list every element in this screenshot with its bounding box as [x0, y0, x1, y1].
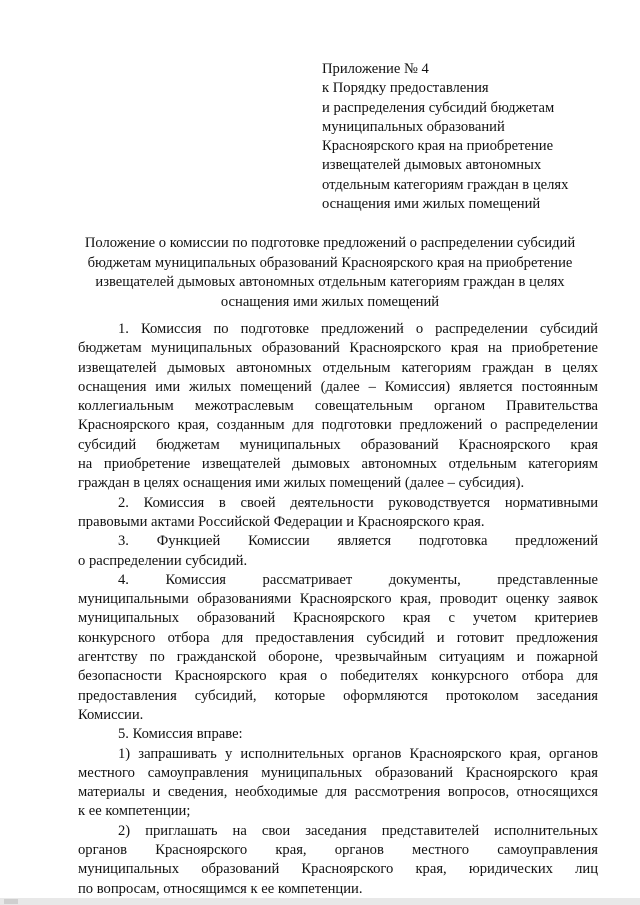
- body-line: субсидий бюджетам муниципальных образований Красноярского края: [78, 436, 598, 453]
- body-line: муниципальных образований Красноярского края, юридических лиц: [78, 861, 598, 878]
- appendix-line: Красноярского края на приобретение: [322, 138, 554, 155]
- body-line: муниципальными образованиями Красноярского края, проводит оценку заявок: [78, 591, 598, 608]
- body-line: о распределении субсидий.: [78, 552, 248, 569]
- body-line: 1) запрашивать у исполнительных органов Красноярского края, органов: [118, 745, 598, 762]
- scan-edge-mark: [0, 898, 640, 905]
- body-line: по вопросам, относящимся к ее компетенции.: [78, 880, 363, 897]
- title-line: Положение о комиссии по подготовке предложений о распределении субсидий: [84, 235, 576, 251]
- paragraph-5: [78, 725, 598, 744]
- body-line: 3. Функцией Комиссии является подготовка предложений: [118, 533, 598, 550]
- body-line: предоставления субсидий, которые оформляются протоколом заседания: [78, 687, 598, 704]
- appendix-line: муниципальных образований: [322, 118, 505, 135]
- body-line: правовыми актами Российской Федерации и Красноярского края.: [78, 513, 485, 530]
- paragraph-1: [78, 320, 598, 494]
- paragraph-6: [78, 745, 598, 822]
- appendix-line: извещателей дымовых автономных: [322, 157, 542, 174]
- document-body: [78, 320, 598, 899]
- body-line: материалы и сведения, необходимые для рассмотрения вопросов, относящихся: [78, 784, 598, 801]
- body-line: 2) приглашать на свои заседания представителей исполнительных: [118, 822, 598, 839]
- body-line: бюджетам муниципальных образований Красноярского края на приобретение: [78, 340, 598, 357]
- body-line: муниципальных образований Красноярского края с учетом критериев: [78, 610, 598, 627]
- body-line: Красноярского края, созданным для подготовки предложений о распределении: [78, 417, 598, 434]
- appendix-line: оснащения ими жилых помещений: [322, 196, 541, 213]
- body-line: 1. Комиссия по подготовке предложений о распределении субсидий: [118, 321, 598, 337]
- body-line: агентству по гражданской обороне, чрезвычайным ситуациям и пожарной: [78, 649, 598, 666]
- body-line: безопасности Красноярского края о победителях конкурсного отбора для: [78, 668, 598, 685]
- body-line: 5. Комиссия вправе:: [118, 726, 243, 743]
- body-line: коллегиальным межотраслевым совещательным органом Правительства: [78, 398, 598, 415]
- body-line: 4. Комиссия рассматривает документы, представленные: [118, 571, 598, 588]
- body-line: оснащения ими жилых помещений (далее – Комиссия) является постоянным: [78, 378, 598, 395]
- body-line: Комиссии.: [78, 706, 144, 723]
- appendix-line: к Порядку предоставления: [322, 80, 489, 97]
- appendix-line: и распределения субсидий бюджетам: [322, 99, 555, 116]
- title-line: оснащения ими жилых помещений: [220, 293, 440, 310]
- body-line: граждан в целях оснащения ими жилых помещений (далее – субсидия).: [78, 475, 525, 492]
- paragraph-4: [78, 571, 598, 725]
- body-line: местного самоуправления муниципальных образований Красноярского края: [78, 764, 598, 781]
- title-line: извещателей дымовых автономных отдельным категориям граждан в целях: [95, 274, 565, 290]
- body-line: на приобретение извещателей дымовых автономных отдельным категориям: [78, 456, 598, 473]
- title-line: бюджетам муниципальных образований Красноярского края на приобретение: [87, 254, 573, 271]
- appendix-header: [322, 60, 622, 214]
- body-line: извещателей дымовых автономных отдельным категориям граждан в целях: [78, 359, 598, 376]
- paragraph-3: [78, 532, 598, 571]
- paragraph-2: [78, 494, 598, 533]
- body-line: конкурсного отбора для предоставления субсидий и готовит предложения: [78, 629, 598, 646]
- paragraph-7: [78, 822, 598, 899]
- appendix-line: Приложение № 4: [322, 61, 429, 77]
- appendix-line: отдельным категориям граждан в целях: [322, 176, 569, 193]
- body-line: органов Красноярского края, органов местного самоуправления: [78, 842, 598, 859]
- body-line: к ее компетенции;: [78, 803, 191, 820]
- body-line: 2. Комиссия в своей деятельности руководствуется нормативными: [118, 494, 598, 511]
- document-title: [40, 234, 620, 312]
